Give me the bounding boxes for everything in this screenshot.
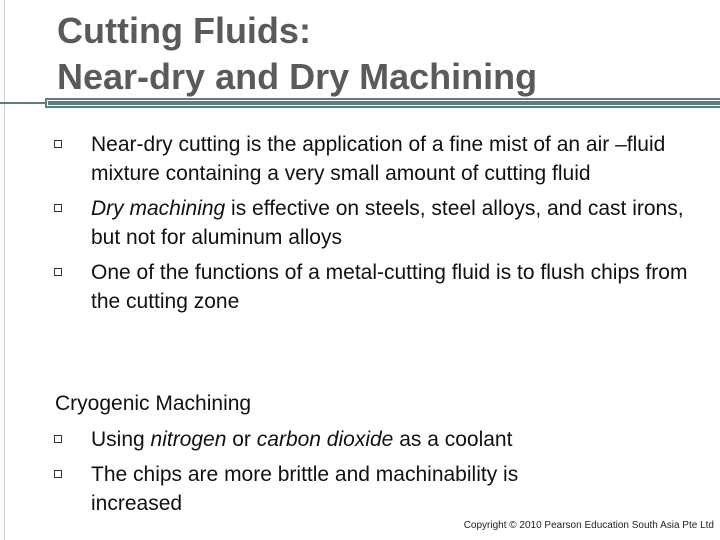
slide-title-line-2: Near-dry and Dry Machining xyxy=(57,56,538,97)
bullet-emphasis-nitrogen: nitrogen xyxy=(150,428,227,451)
bullet-text: One of the functions of a metal-cutting fluid is to flush chips from the cutting zone xyxy=(91,261,688,313)
bullet-item-brittle-chips xyxy=(52,460,591,518)
bullet-item-coolant xyxy=(52,425,702,454)
bullet-text: Near-dry cutting is the application of a fine mist of an air –fluid mixture containing a very small amount of cutting fluid xyxy=(91,133,666,185)
hollow-square-icon xyxy=(54,435,62,443)
bullet-item-dry-machining xyxy=(52,194,702,252)
bullet-text: The chips are more brittle and machinability is increased xyxy=(91,463,519,515)
bullet-item-near-dry xyxy=(52,130,702,188)
copyright-footer: Copyright © 2010 Pearson Education South Asia Pte Ltd xyxy=(463,520,714,531)
bullet-item-flush-chips xyxy=(52,258,702,316)
bullet-emphasis: Dry machining xyxy=(91,197,226,220)
bullet-text-pre: Using xyxy=(91,428,151,451)
hollow-square-icon xyxy=(54,204,62,212)
bullet-text-mid: or xyxy=(226,428,257,451)
bullet-emphasis-carbon-dioxide: carbon dioxide xyxy=(256,428,394,451)
hollow-square-icon xyxy=(54,470,62,478)
slide-title xyxy=(57,8,537,100)
title-bar-lead-line xyxy=(0,102,45,104)
title-underline-bar xyxy=(0,98,720,110)
title-bar-fill xyxy=(48,101,720,105)
main-bullet-list xyxy=(52,130,702,322)
cryogenic-bullet-list xyxy=(52,425,702,524)
bullet-text-post: as a coolant xyxy=(393,428,513,451)
hollow-square-icon xyxy=(54,268,62,276)
left-margin-rule xyxy=(4,0,5,540)
slide-title-line-1: Cutting Fluids: xyxy=(57,10,311,51)
hollow-square-icon xyxy=(54,140,62,148)
bullet-text: is effective on steels, steel alloys, and cast irons, but not for aluminum alloys xyxy=(91,197,684,249)
section-heading-cryogenic: Cryogenic Machining xyxy=(55,392,252,415)
